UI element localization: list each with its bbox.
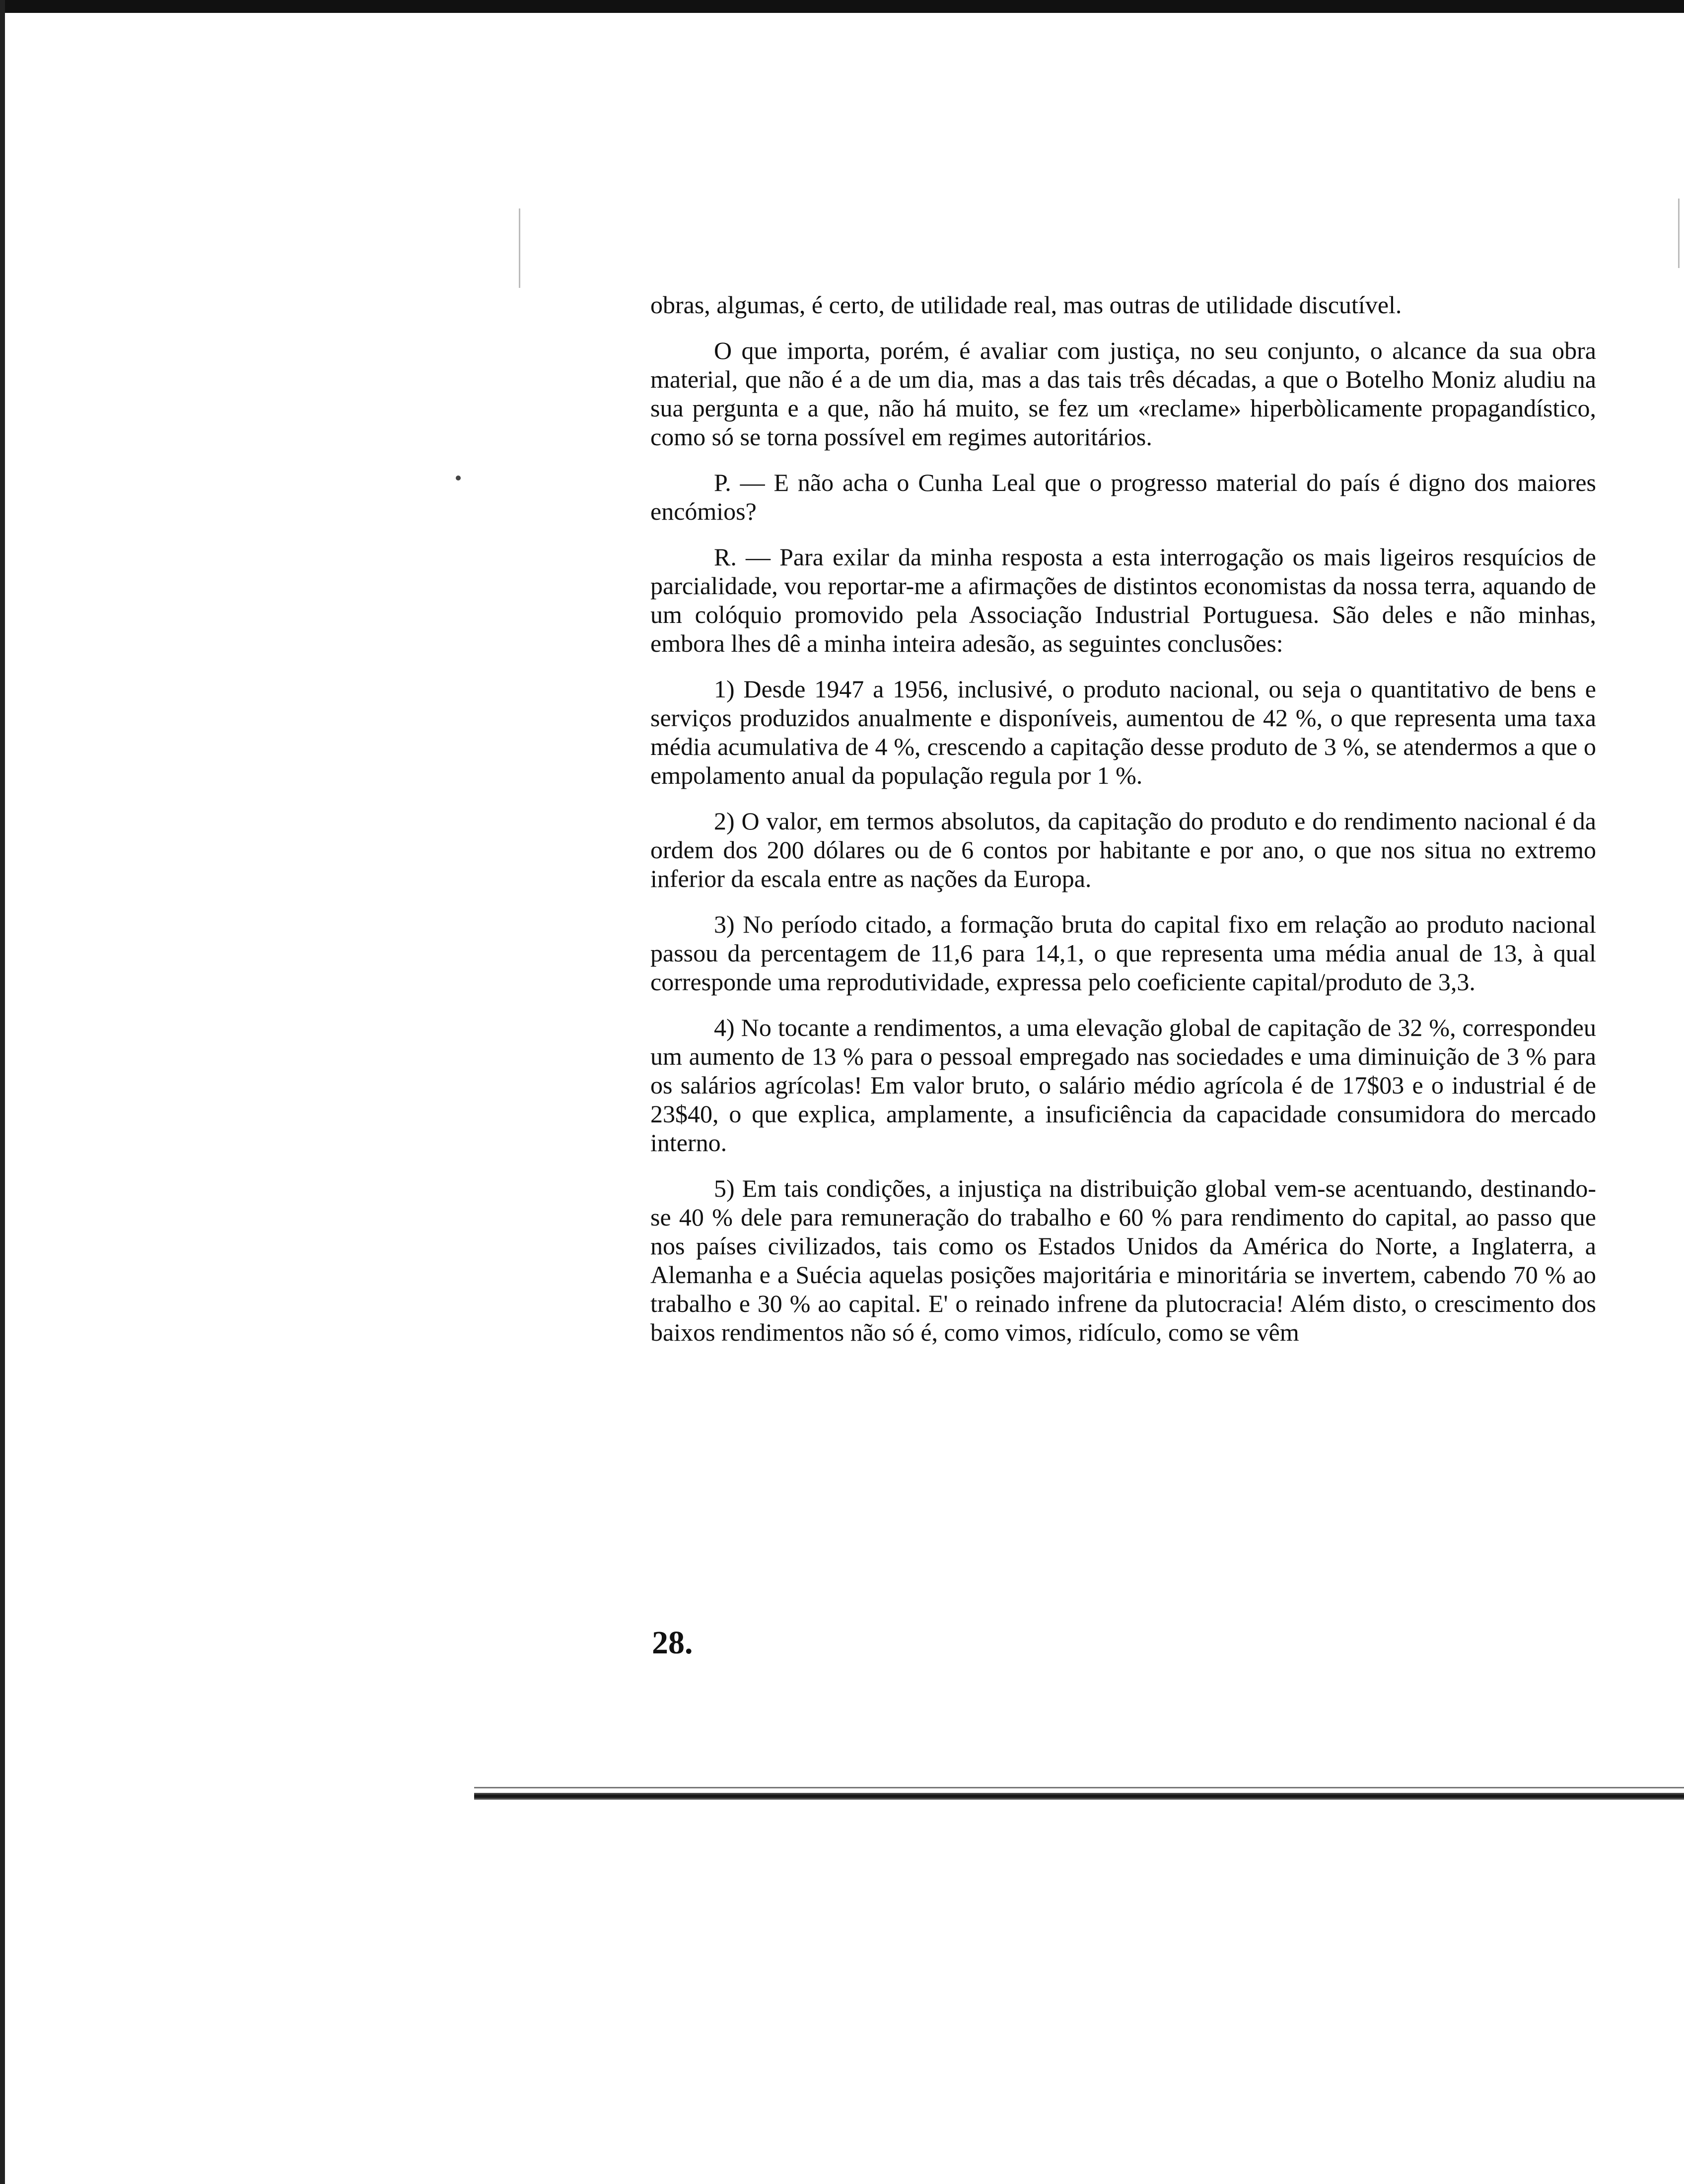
paragraph-question: P. — E não acha o Cunha Leal que o progresso material do país é digno dos maiores encómios? bbox=[650, 469, 1596, 525]
paragraph-answer: R. — Para exilar da minha resposta a esta interrogação os mais ligeiros resquícios de parcialidade, vou reportar-me a afirmações de distintos economistas da nossa terra, aquando de um colóquio promovido pela Associação Industrial Portuguesa. São deles e não minhas, embora lhes dê a minha inteira adesão, as seguintes conclusões: bbox=[650, 543, 1596, 657]
scan-speck bbox=[456, 476, 461, 480]
conclusion-4: 4) No tocante a rendimentos, a uma elevação global de capitação de 32 %, correspondeu um aumento de 13 % para o pessoal empregado nas sociedades e uma diminuição de 3 % para os salários agrícolas! Em valor bruto, o salário médio agrícola é de 17$03 e o industrial é de 23$40, o que explica, amplamente, a insuficiência da capacidade consumidora do mercado interno. bbox=[650, 1014, 1596, 1157]
document-page bbox=[650, 290, 1596, 1364]
page-number: 28. bbox=[652, 1625, 693, 1661]
paragraph-continuation: obras, algumas, é certo, de utilidade real, mas outras de utilidade discutível. bbox=[650, 291, 1402, 319]
scan-bottom-rule-thin bbox=[474, 1787, 1684, 1788]
conclusion-3: 3) No período citado, a formação bruta do capital fixo em relação ao produto nacional passou da percentagem de 11,6 para 14,1, o que representa uma média anual de 13, à qual corresponde uma reprodutividade, expressa pelo coeficiente capital/produto de 3,3. bbox=[650, 910, 1596, 996]
conclusion-1: 1) Desde 1947 a 1956, inclusivé, o produto nacional, ou seja o quantitativo de bens e serviços produzidos anualmente e disponíveis, aumentou de 42 %, o que representa uma taxa média acumulativa de 4 %, crescendo a capitação desse produto de 3 %, se atendermos a que o empolamento anual da população regula por 1 %. bbox=[650, 675, 1596, 789]
scan-bottom-rule bbox=[474, 1793, 1684, 1800]
scan-border-left bbox=[0, 0, 5, 2184]
conclusion-2: 2) O valor, em termos absolutos, da capitação do produto e do rendimento nacional é da ordem dos 200 dólares ou de 6 contos por habitante e por ano, o que nos situa no extremo inferior da escala entre as nações da Europa. bbox=[650, 807, 1596, 892]
paragraph-obra-material: O que importa, porém, é avaliar com justiça, no seu conjunto, o alcance da sua obra material, que não é a de um dia, mas a das tais três décadas, a que o Botelho Moniz aludiu na sua pergunta e a que, não há muito, se fez um «reclame» hiperbòlicamente propagandístico, como só se torna possível em regimes autoritários. bbox=[650, 337, 1596, 451]
scan-edge-mark bbox=[519, 208, 520, 288]
scan-edge-mark bbox=[1678, 199, 1680, 268]
scan-border-top bbox=[0, 0, 1684, 13]
conclusion-5: 5) Em tais condições, a injustiça na distribuição global vem-se acentuando, destinando-se 40 % dele para remuneração do trabalho e 60 % para rendimento do capital, ao passo que nos países civilizados, tais como os Estados Unidos da América do Norte, a Inglaterra, a Alemanha e a Suécia aquelas posições majoritária e minoritária se invertem, cabendo 70 % ao trabalho e 30 % ao capital. E' o reinado infrene da plutocracia! Além disto, o crescimento dos baixos rendimentos não só é, como vimos, ridículo, como se vêm bbox=[650, 1174, 1596, 1346]
